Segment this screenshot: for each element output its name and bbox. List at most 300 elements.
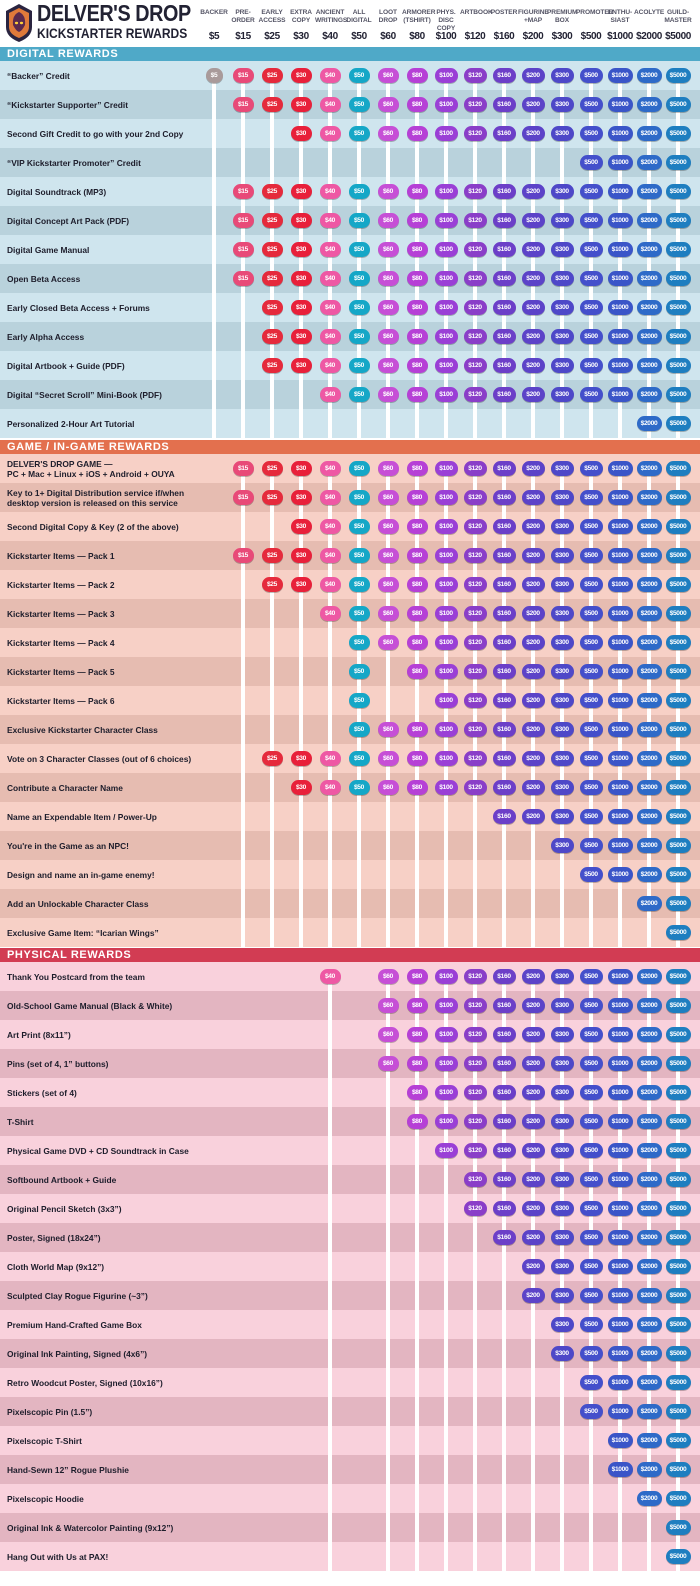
tier-badge: $120 <box>464 1143 487 1158</box>
tier-badge: $5000 <box>666 68 691 83</box>
tier-badge: $25 <box>262 242 283 257</box>
tier-badge: $60 <box>378 577 399 592</box>
tier-badge: $300 <box>551 1085 574 1100</box>
tier-badge: $200 <box>522 387 545 402</box>
reward-row <box>0 1484 700 1513</box>
tier-column-line <box>212 76 216 439</box>
tier-badge: $300 <box>551 126 574 141</box>
tier-name-13: PROMOTER <box>576 9 614 16</box>
tier-name-6: LOOT DROP <box>378 9 398 24</box>
tier-badge: $120 <box>464 1172 487 1187</box>
tier-name-1: PRE- ORDER <box>231 9 255 24</box>
tier-badge: $5000 <box>666 242 691 257</box>
tier-badge: $500 <box>580 1230 603 1245</box>
tier-badge: $1000 <box>608 519 633 534</box>
tier-badge: $160 <box>493 1114 516 1129</box>
tier-badge: $300 <box>551 387 574 402</box>
tier-price-6: $60 <box>380 31 396 42</box>
reward-label: Kickstarter Items — Pack 4 <box>7 637 115 648</box>
tier-badge: $30 <box>291 68 312 83</box>
tier-badge: $50 <box>349 577 370 592</box>
tier-badge: $2000 <box>637 1375 662 1390</box>
tier-badge: $100 <box>435 1027 458 1042</box>
tier-badge: $100 <box>435 68 458 83</box>
tier-badge: $25 <box>262 548 283 563</box>
tier-badge: $300 <box>551 300 574 315</box>
tier-badge: $300 <box>551 329 574 344</box>
tier-badge: $5000 <box>666 416 691 431</box>
tier-badge: $1000 <box>608 1027 633 1042</box>
tier-badge: $120 <box>464 329 487 344</box>
tier-badge: $1000 <box>608 1143 633 1158</box>
tier-badge: $40 <box>320 68 341 83</box>
tier-badge: $120 <box>464 606 487 621</box>
tier-badge: $60 <box>378 387 399 402</box>
tier-badge: $60 <box>378 1027 399 1042</box>
tier-badge: $1000 <box>608 184 633 199</box>
tier-badge: $100 <box>435 635 458 650</box>
tier-badge: $100 <box>435 751 458 766</box>
tier-badge: $50 <box>349 461 370 476</box>
tier-badge: $120 <box>464 242 487 257</box>
tier-badge: $160 <box>493 358 516 373</box>
reward-label: Hand-Sewn 12” Rogue Plushie <box>7 1464 129 1475</box>
section-header <box>0 47 700 61</box>
tier-badge: $5000 <box>666 358 691 373</box>
tier-badge: $50 <box>349 751 370 766</box>
tier-badge: $5000 <box>666 664 691 679</box>
tier-badge: $500 <box>580 1259 603 1274</box>
tier-badge: $5000 <box>666 1462 691 1477</box>
tier-badge: $60 <box>378 271 399 286</box>
tier-column-line <box>241 469 245 948</box>
tier-badge: $500 <box>580 751 603 766</box>
reward-label: Design and name an in-game enemy! <box>7 869 155 880</box>
tier-column-line <box>270 469 274 948</box>
tier-badge: $1000 <box>608 461 633 476</box>
reward-row <box>0 1455 700 1484</box>
tier-badge: $2000 <box>637 1085 662 1100</box>
tier-badge: $500 <box>580 838 603 853</box>
tier-badge: $100 <box>435 548 458 563</box>
tier-badge: $500 <box>580 1172 603 1187</box>
tier-badge: $200 <box>522 271 545 286</box>
tier-badge: $120 <box>464 97 487 112</box>
tier-badge: $2000 <box>637 461 662 476</box>
tier-badge: $160 <box>493 242 516 257</box>
reward-label: Pins (set of 4, 1” buttons) <box>7 1058 109 1069</box>
tier-badge: $200 <box>522 1085 545 1100</box>
reward-label: Second Gift Credit to go with your 2nd Copy <box>7 128 184 139</box>
tier-badge: $120 <box>464 693 487 708</box>
tier-badge: $160 <box>493 809 516 824</box>
tier-badge: $500 <box>580 606 603 621</box>
tier-badge: $60 <box>378 213 399 228</box>
tier-badge: $100 <box>435 1085 458 1100</box>
reward-label: Hang Out with Us at PAX! <box>7 1551 109 1562</box>
tier-badge: $160 <box>493 1230 516 1245</box>
tier-badge: $1000 <box>608 1375 633 1390</box>
tier-badge: $120 <box>464 213 487 228</box>
tier-badge: $50 <box>349 635 370 650</box>
tier-badge: $25 <box>262 300 283 315</box>
tier-badge: $100 <box>435 329 458 344</box>
tier-badge: $200 <box>522 664 545 679</box>
tier-badge: $120 <box>464 577 487 592</box>
tier-badge: $200 <box>522 577 545 592</box>
reward-label: Exclusive Kickstarter Character Class <box>7 724 158 735</box>
tier-badge: $100 <box>435 780 458 795</box>
tier-badge: $80 <box>407 1085 428 1100</box>
tier-badge: $500 <box>580 387 603 402</box>
tier-badge: $50 <box>349 184 370 199</box>
tier-badge: $2000 <box>637 271 662 286</box>
tier-badge: $160 <box>493 635 516 650</box>
tier-badge: $80 <box>407 358 428 373</box>
tier-badge: $5000 <box>666 867 691 882</box>
tier-badge: $60 <box>378 780 399 795</box>
tier-badge: $160 <box>493 751 516 766</box>
tier-badge: $500 <box>580 1288 603 1303</box>
tier-badge: $120 <box>464 969 487 984</box>
tier-badge: $200 <box>522 300 545 315</box>
tier-badge: $100 <box>435 519 458 534</box>
reward-row <box>0 409 700 438</box>
tier-badge: $50 <box>349 329 370 344</box>
tier-badge: $60 <box>378 358 399 373</box>
tier-badge: $120 <box>464 184 487 199</box>
reward-label: Digital Concept Art Pack (PDF) <box>7 215 130 226</box>
tier-badge: $5000 <box>666 1491 691 1506</box>
tier-name-9: ARTBOOK <box>460 9 493 16</box>
tier-badge: $25 <box>262 68 283 83</box>
tier-badge: $25 <box>262 490 283 505</box>
tier-badge: $30 <box>291 358 312 373</box>
tier-badge: $40 <box>320 548 341 563</box>
tier-price-9: $120 <box>464 31 486 42</box>
tier-badge: $120 <box>464 490 487 505</box>
reward-label: Retro Woodcut Poster, Signed (10x16”) <box>7 1377 163 1388</box>
reward-label: Early Closed Beta Access + Forums <box>7 302 150 313</box>
tier-badge: $60 <box>378 606 399 621</box>
reward-label: You're in the Game as an NPC! <box>7 840 129 851</box>
tier-badge: $30 <box>291 300 312 315</box>
tier-badge: $500 <box>580 242 603 257</box>
reward-label: Contribute a Character Name <box>7 782 123 793</box>
reward-label: Pixelscopic Hoodie <box>7 1493 84 1504</box>
tier-badge: $120 <box>464 722 487 737</box>
reward-label: Kickstarter Items — Pack 2 <box>7 579 115 590</box>
tier-badge: $300 <box>551 751 574 766</box>
tier-badge: $50 <box>349 606 370 621</box>
reward-label: Premium Hand-Crafted Game Box <box>7 1319 142 1330</box>
tier-badge: $80 <box>407 242 428 257</box>
reward-label: Kickstarter Items — Pack 1 <box>7 550 115 561</box>
tier-badge: $2000 <box>637 896 662 911</box>
tier-badge: $300 <box>551 1317 574 1332</box>
tier-badge: $200 <box>522 1201 545 1216</box>
tier-badge: $50 <box>349 490 370 505</box>
tier-badge: $5000 <box>666 387 691 402</box>
reward-label: Old-School Game Manual (Black & White) <box>7 1000 173 1011</box>
tier-badge: $5000 <box>666 693 691 708</box>
tier-badge: $5000 <box>666 1549 691 1564</box>
tier-badge: $5000 <box>666 1201 691 1216</box>
tier-badge: $5000 <box>666 329 691 344</box>
tier-badge: $1000 <box>608 213 633 228</box>
tier-badge: $120 <box>464 780 487 795</box>
tier-column-line <box>328 977 332 1572</box>
tier-badge: $5000 <box>666 1433 691 1448</box>
tier-badge: $15 <box>233 213 254 228</box>
tier-badge: $100 <box>435 242 458 257</box>
tier-badge: $500 <box>580 1375 603 1390</box>
tier-badge: $2000 <box>637 1317 662 1332</box>
tier-badge: $500 <box>580 809 603 824</box>
tier-badge: $2000 <box>637 300 662 315</box>
tier-badge: $160 <box>493 97 516 112</box>
tier-badge: $200 <box>522 969 545 984</box>
tier-badge: $5000 <box>666 751 691 766</box>
tier-badge: $80 <box>407 271 428 286</box>
tier-badge: $2000 <box>637 358 662 373</box>
tier-badge: $50 <box>349 548 370 563</box>
tier-badge: $80 <box>407 387 428 402</box>
tier-price-10: $160 <box>493 31 515 42</box>
tier-badge: $2000 <box>637 213 662 228</box>
tier-badge: $5000 <box>666 300 691 315</box>
tier-badge: $500 <box>580 213 603 228</box>
tier-price-4: $40 <box>322 31 338 42</box>
tier-badge: $60 <box>378 635 399 650</box>
section-title: GAME / IN-GAME REWARDS <box>7 441 170 453</box>
reward-label: Add an Unlockable Character Class <box>7 898 149 909</box>
tier-badge: $80 <box>407 300 428 315</box>
reward-label: Kickstarter Items — Pack 6 <box>7 695 115 706</box>
tier-badge: $50 <box>349 300 370 315</box>
tier-badge: $500 <box>580 635 603 650</box>
tier-price-12: $300 <box>551 31 573 42</box>
tier-badge: $1000 <box>608 1317 633 1332</box>
tier-price-7: $80 <box>409 31 425 42</box>
tier-badge: $80 <box>407 1027 428 1042</box>
tier-badge: $200 <box>522 722 545 737</box>
tier-badge: $200 <box>522 97 545 112</box>
tier-badge: $100 <box>435 490 458 505</box>
tier-badge: $120 <box>464 387 487 402</box>
tier-badge: $200 <box>522 1172 545 1187</box>
tier-badge: $2000 <box>637 867 662 882</box>
tier-badge: $5000 <box>666 271 691 286</box>
tier-price-5: $50 <box>351 31 367 42</box>
tier-badge: $5000 <box>666 1172 691 1187</box>
tier-badge: $60 <box>378 548 399 563</box>
tier-badge: $60 <box>378 329 399 344</box>
tier-badge: $80 <box>407 635 428 650</box>
tier-badge: $2000 <box>637 126 662 141</box>
tier-badge: $200 <box>522 358 545 373</box>
tier-badge: $50 <box>349 693 370 708</box>
tier-badge: $100 <box>435 577 458 592</box>
reward-label: “VIP Kickstarter Promoter” Credit <box>7 157 141 168</box>
tier-badge: $500 <box>580 1056 603 1071</box>
tier-badge: $160 <box>493 693 516 708</box>
tier-badge: $60 <box>378 97 399 112</box>
tier-badge: $300 <box>551 1172 574 1187</box>
tier-badge: $1000 <box>608 1201 633 1216</box>
tier-badge: $200 <box>522 548 545 563</box>
tier-badge: $300 <box>551 1230 574 1245</box>
tier-badge: $300 <box>551 693 574 708</box>
tier-badge: $160 <box>493 271 516 286</box>
tier-badge: $2000 <box>637 490 662 505</box>
reward-label: T-Shirt <box>7 1116 34 1127</box>
tier-badge: $120 <box>464 519 487 534</box>
tier-badge: $2000 <box>637 1230 662 1245</box>
tier-badge: $25 <box>262 751 283 766</box>
tier-price-0: $5 <box>208 31 220 42</box>
tier-badge: $200 <box>522 461 545 476</box>
tier-badge: $60 <box>378 490 399 505</box>
tier-badge: $500 <box>580 664 603 679</box>
tier-badge: $100 <box>435 387 458 402</box>
reward-label: Digital “Secret Scroll” Mini-Book (PDF) <box>7 389 162 400</box>
tier-badge: $5000 <box>666 461 691 476</box>
tier-badge: $2000 <box>637 664 662 679</box>
tier-badge: $100 <box>435 300 458 315</box>
tier-badge: $300 <box>551 97 574 112</box>
tier-badge: $40 <box>320 358 341 373</box>
tier-badge: $200 <box>522 329 545 344</box>
tier-badge: $5000 <box>666 519 691 534</box>
tier-badge: $50 <box>349 780 370 795</box>
tier-badge: $120 <box>464 1201 487 1216</box>
tier-badge: $40 <box>320 271 341 286</box>
reward-label: Digital Soundtrack (MP3) <box>7 186 107 197</box>
tier-name-7: ARMORER (TSHIRT) <box>402 9 436 24</box>
reward-row <box>0 918 700 947</box>
tier-badge: $300 <box>551 606 574 621</box>
tier-badge: $300 <box>551 1114 574 1129</box>
tier-price-1: $15 <box>235 31 251 42</box>
tier-badge: $200 <box>522 1114 545 1129</box>
tier-badge: $2000 <box>637 1404 662 1419</box>
tier-badge: $5000 <box>666 1375 691 1390</box>
tier-badge: $1000 <box>608 242 633 257</box>
tier-badge: $5000 <box>666 1085 691 1100</box>
tier-badge: $40 <box>320 780 341 795</box>
tier-badge: $60 <box>378 998 399 1013</box>
reward-label: Vote on 3 Character Classes (out of 6 choices) <box>7 753 192 764</box>
reward-row <box>0 1513 700 1542</box>
tier-badge: $5000 <box>666 969 691 984</box>
tier-badge: $25 <box>262 461 283 476</box>
tier-badge: $500 <box>580 577 603 592</box>
tier-badge: $60 <box>378 242 399 257</box>
tier-badge: $5000 <box>666 722 691 737</box>
tier-badge: $1000 <box>608 97 633 112</box>
tier-name-10: POSTER <box>490 9 518 16</box>
tier-badge: $40 <box>320 184 341 199</box>
tier-badge: $200 <box>522 68 545 83</box>
tier-name-3: EXTRA COPY <box>290 9 312 24</box>
tier-badge: $40 <box>320 490 341 505</box>
tier-badge: $1000 <box>608 577 633 592</box>
tier-badge: $300 <box>551 809 574 824</box>
logo-subtitle: KICKSTARTER REWARDS <box>37 25 188 41</box>
reward-row <box>0 1542 700 1571</box>
tier-badge: $5000 <box>666 1259 691 1274</box>
tier-badge: $160 <box>493 577 516 592</box>
tier-badge: $120 <box>464 1085 487 1100</box>
tier-badge: $80 <box>407 969 428 984</box>
tier-badge: $160 <box>493 68 516 83</box>
tier-badge: $60 <box>378 126 399 141</box>
tier-badge: $100 <box>435 722 458 737</box>
tier-badge: $50 <box>349 358 370 373</box>
tier-badge: $200 <box>522 1288 545 1303</box>
reward-label: Original Ink Painting, Signed (4x6”) <box>7 1348 148 1359</box>
tier-badge: $5000 <box>666 1143 691 1158</box>
tier-price-8: $100 <box>435 31 457 42</box>
tier-badge: $200 <box>522 490 545 505</box>
tier-badge: $5000 <box>666 780 691 795</box>
tier-badge: $1000 <box>608 838 633 853</box>
tier-badge: $5000 <box>666 97 691 112</box>
tier-badge: $2000 <box>637 1288 662 1303</box>
tier-badge: $15 <box>233 271 254 286</box>
tier-badge: $40 <box>320 126 341 141</box>
tier-badge: $300 <box>551 664 574 679</box>
tier-badge: $160 <box>493 548 516 563</box>
tier-badge: $200 <box>522 213 545 228</box>
tier-badge: $200 <box>522 606 545 621</box>
tier-badge: $5000 <box>666 1346 691 1361</box>
tier-badge: $300 <box>551 490 574 505</box>
tier-badge: $5000 <box>666 998 691 1013</box>
tier-badge: $2000 <box>637 606 662 621</box>
tier-badge: $1000 <box>608 809 633 824</box>
tier-name-8: PHYS. DISC COPY <box>436 9 456 32</box>
tier-badge: $1000 <box>608 1230 633 1245</box>
tier-badge: $60 <box>378 751 399 766</box>
tier-badge: $160 <box>493 184 516 199</box>
tier-badge: $500 <box>580 271 603 286</box>
logo-title: DELVER'S DROP <box>37 0 191 26</box>
reward-label: Pixelscopic T-Shirt <box>7 1435 82 1446</box>
tier-badge: $80 <box>407 998 428 1013</box>
tier-badge: $160 <box>493 461 516 476</box>
tier-badge: $1000 <box>608 1172 633 1187</box>
tier-badge: $80 <box>407 780 428 795</box>
tier-badge: $1000 <box>608 271 633 286</box>
tier-badge: $2000 <box>637 1346 662 1361</box>
tier-badge: $30 <box>291 97 312 112</box>
tier-badge: $30 <box>291 329 312 344</box>
tier-badge: $5000 <box>666 548 691 563</box>
tier-badge: $500 <box>580 1143 603 1158</box>
tier-badge: $30 <box>291 548 312 563</box>
tier-badge: $200 <box>522 751 545 766</box>
tier-badge: $1000 <box>608 358 633 373</box>
tier-badge: $2000 <box>637 416 662 431</box>
reward-row <box>0 1426 700 1455</box>
tier-badge: $40 <box>320 329 341 344</box>
tier-badge: $2000 <box>637 1201 662 1216</box>
tier-badge: $100 <box>435 358 458 373</box>
tier-badge: $300 <box>551 271 574 286</box>
tier-badge: $5000 <box>666 635 691 650</box>
